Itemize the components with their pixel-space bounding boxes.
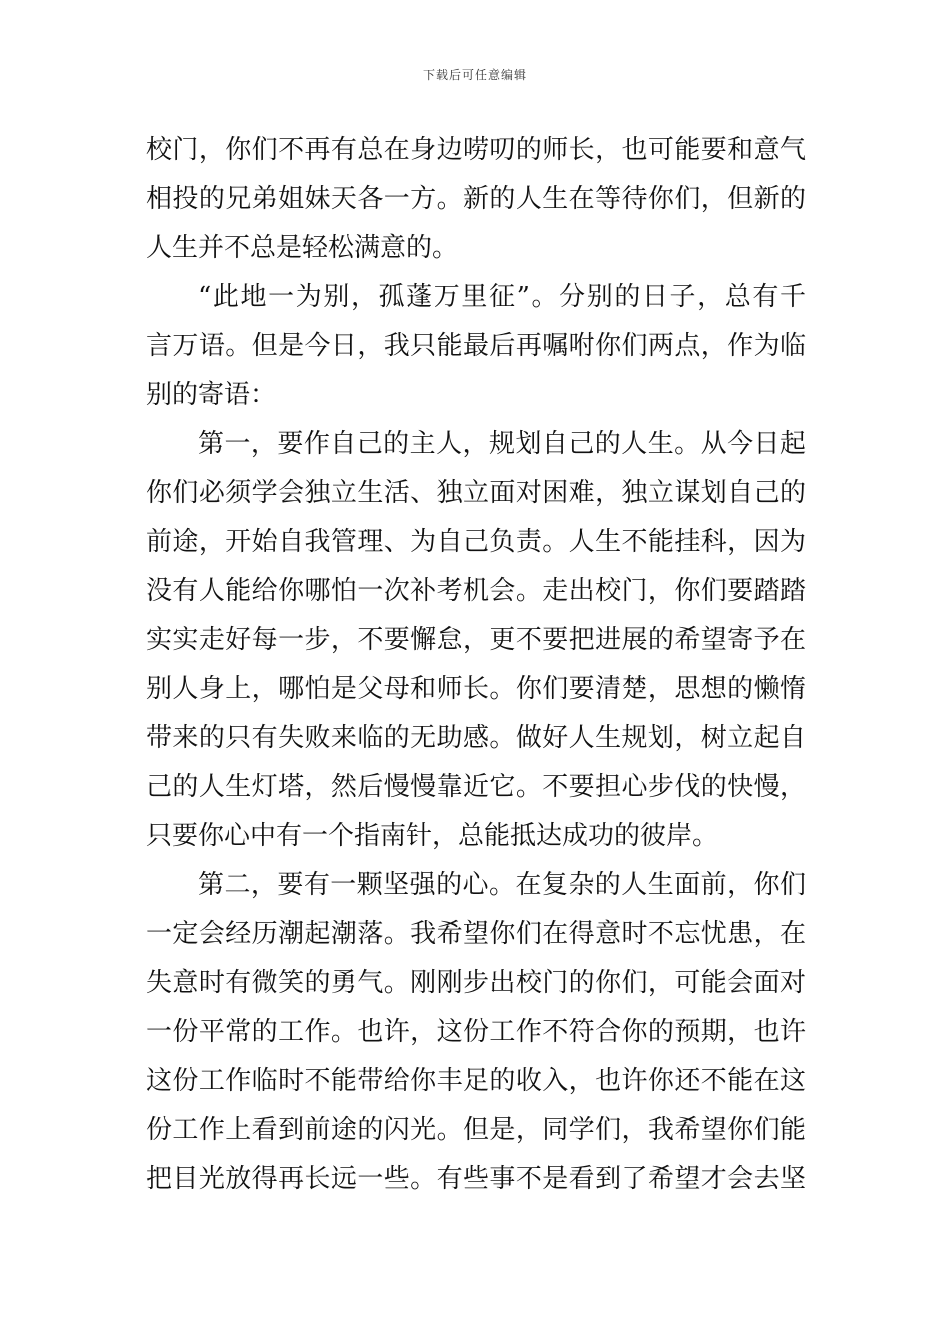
text-line: “此地一为别，孤蓬万里征”。分别的日子，总有千 [198, 282, 806, 312]
text-line: 失意时有微笑的勇气。刚刚步出校门的你们，可能会面对 [146, 968, 806, 998]
text-line: 一份平常的工作。也许，这份工作不符合你的预期，也许 [146, 1017, 806, 1047]
text-line: 言万语。但是今日，我只能最后再嘱咐你们两点，作为临 [146, 331, 806, 361]
text-line: 别人身上，哪怕是父母和师长。你们要清楚，思想的懒惰 [146, 674, 806, 704]
text-line: 份工作上看到前途的闪光。但是，同学们，我希望你们能 [146, 1115, 806, 1145]
text-line: 只要你心中有一个指南针，总能抵达成功的彼岸。 [146, 821, 719, 851]
text-line: 实实走好每一步，不要懈怠，更不要把进展的希望寄予在 [146, 625, 806, 655]
text-line: 第一，要作自己的主人，规划自己的人生。从今日起 [198, 429, 806, 459]
text-line: 相投的兄弟姐妹天各一方。新的人生在等待你们，但新的 [146, 184, 806, 214]
text-line: 没有人能给你哪怕一次补考机会。走出校门，你们要踏踏 [146, 576, 806, 606]
text-line: 一定会经历潮起潮落。我希望你们在得意时不忘忧患，在 [146, 919, 806, 949]
body-text [146, 126, 806, 1204]
text-line: 校门，你们不再有总在身边唠叨的师长，也可能要和意气 [146, 135, 806, 165]
text-line: 前途，开始自我管理、为自己负责。人生不能挂科，因为 [146, 527, 806, 557]
text-line: 人生并不总是轻松满意的。 [146, 233, 459, 263]
text-line: 这份工作临时不能带给你丰足的收入，也许你还不能在这 [146, 1066, 806, 1096]
text-line: 己的人生灯塔，然后慢慢靠近它。不要担心步伐的快慢， [146, 772, 806, 802]
text-line: 你们必须学会独立生活、独立面对困难，独立谋划自己的 [146, 478, 806, 508]
text-line: 第二，要有一颗坚强的心。在复杂的人生面前，你们 [198, 870, 806, 900]
text-line: 带来的只有失败来临的无助感。做好人生规划，树立起自 [146, 723, 806, 753]
text-line: 别的寄语： [146, 380, 277, 410]
text-line: 把目光放得再长远一些。有些事不是看到了希望才会去坚 [146, 1164, 806, 1194]
header-note: 下载后可任意编辑 [422, 68, 527, 82]
